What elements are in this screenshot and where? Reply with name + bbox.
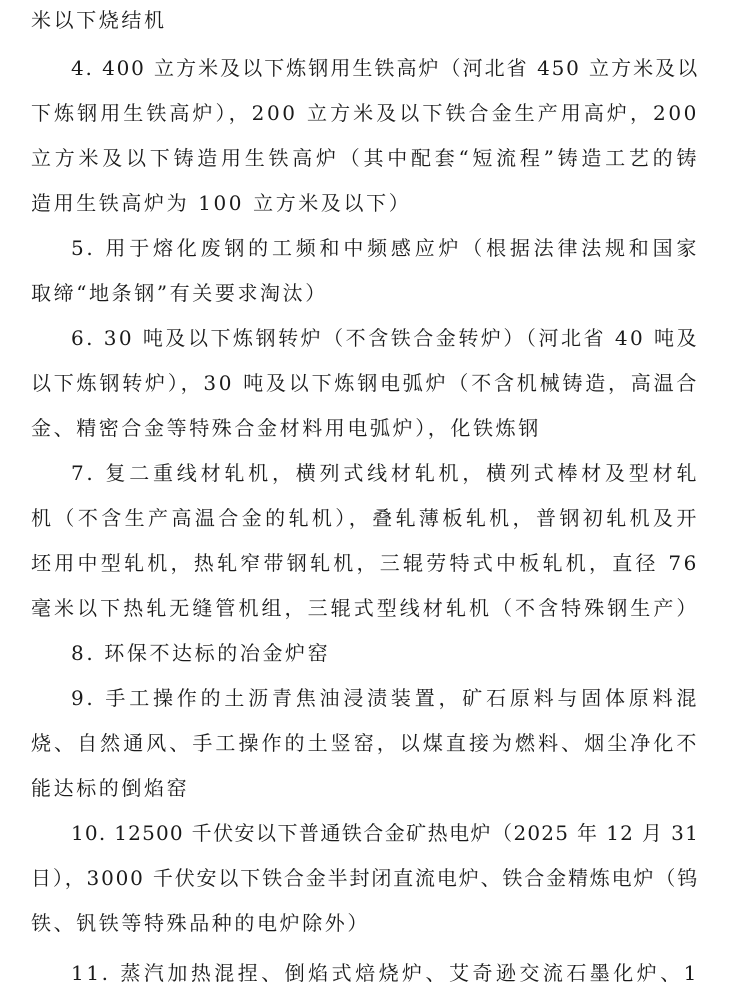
text-line: 取缔“地条钢”有关要求淘汰）	[31, 281, 328, 305]
list-item-6-line-1: 6. 30 吨及以下炼钢转炉（不含铁合金转炉）（河北省 40 吨及	[71, 326, 699, 350]
text-line: 下炼钢用生铁高炉），200 立方米及以下铁合金生产用高炉，200	[31, 101, 699, 125]
text-line: 烧、自然通风、手工操作的土竖窑，以煤直接为燃料、烟尘净化不	[31, 731, 699, 755]
list-item-4-line-1: 4. 400 立方米及以下炼钢用生铁高炉（河北省 450 立方米及以	[71, 56, 699, 80]
list-item-10-line-1: 10. 12500 千伏安以下普通铁合金矿热电炉（2025 年 12 月 31	[71, 821, 699, 845]
text-line: 立方米及以下铸造用生铁高炉（其中配套“短流程”铸造工艺的铸	[31, 146, 699, 170]
list-item-9-line-1: 9. 手工操作的土沥青焦油浸渍装置，矿石原料与固体原料混	[71, 686, 699, 710]
text-line: 能达标的倒焰窑	[31, 776, 190, 800]
text-line: 机（不含生产高温合金的轧机），叠轧薄板轧机，普钢初轧机及开	[31, 506, 699, 530]
text-line: 毫米以下热轧无缝管机组，三辊式型线材轧机（不含特殊钢生产）	[31, 596, 699, 620]
list-item-11-line-1: 11. 蒸汽加热混捏、倒焰式焙烧炉、艾奇逊交流石墨化炉、1	[71, 961, 699, 985]
text-line: 以下炼钢转炉），30 吨及以下炼钢电弧炉（不含机械铸造，高温合	[31, 371, 699, 395]
text-line: 造用生铁高炉为 100 立方米及以下）	[31, 191, 412, 215]
text-line: 铁、钒铁等特殊品种的电炉除外）	[31, 911, 370, 935]
text-line: 坯用中型轧机，热轧窄带钢轧机，三辊劳特式中板轧机，直径 76	[31, 551, 699, 575]
list-item-8-line-1: 8. 环保不达标的冶金炉窑	[71, 641, 331, 665]
text-line: 米以下烧结机	[31, 8, 167, 32]
text-line: 日），3000 千伏安以下铁合金半封闭直流电炉、铁合金精炼电炉（钨	[31, 866, 699, 890]
text-line: 金、精密合金等特殊合金材料用电弧炉），化铁炼钢	[31, 416, 541, 440]
list-item-7-line-1: 7. 复二重线材轧机，横列式线材轧机，横列式棒材及型材轧	[71, 461, 699, 485]
list-item-5-line-1: 5. 用于熔化废钢的工频和中频感应炉（根据法律法规和国家	[71, 236, 699, 260]
